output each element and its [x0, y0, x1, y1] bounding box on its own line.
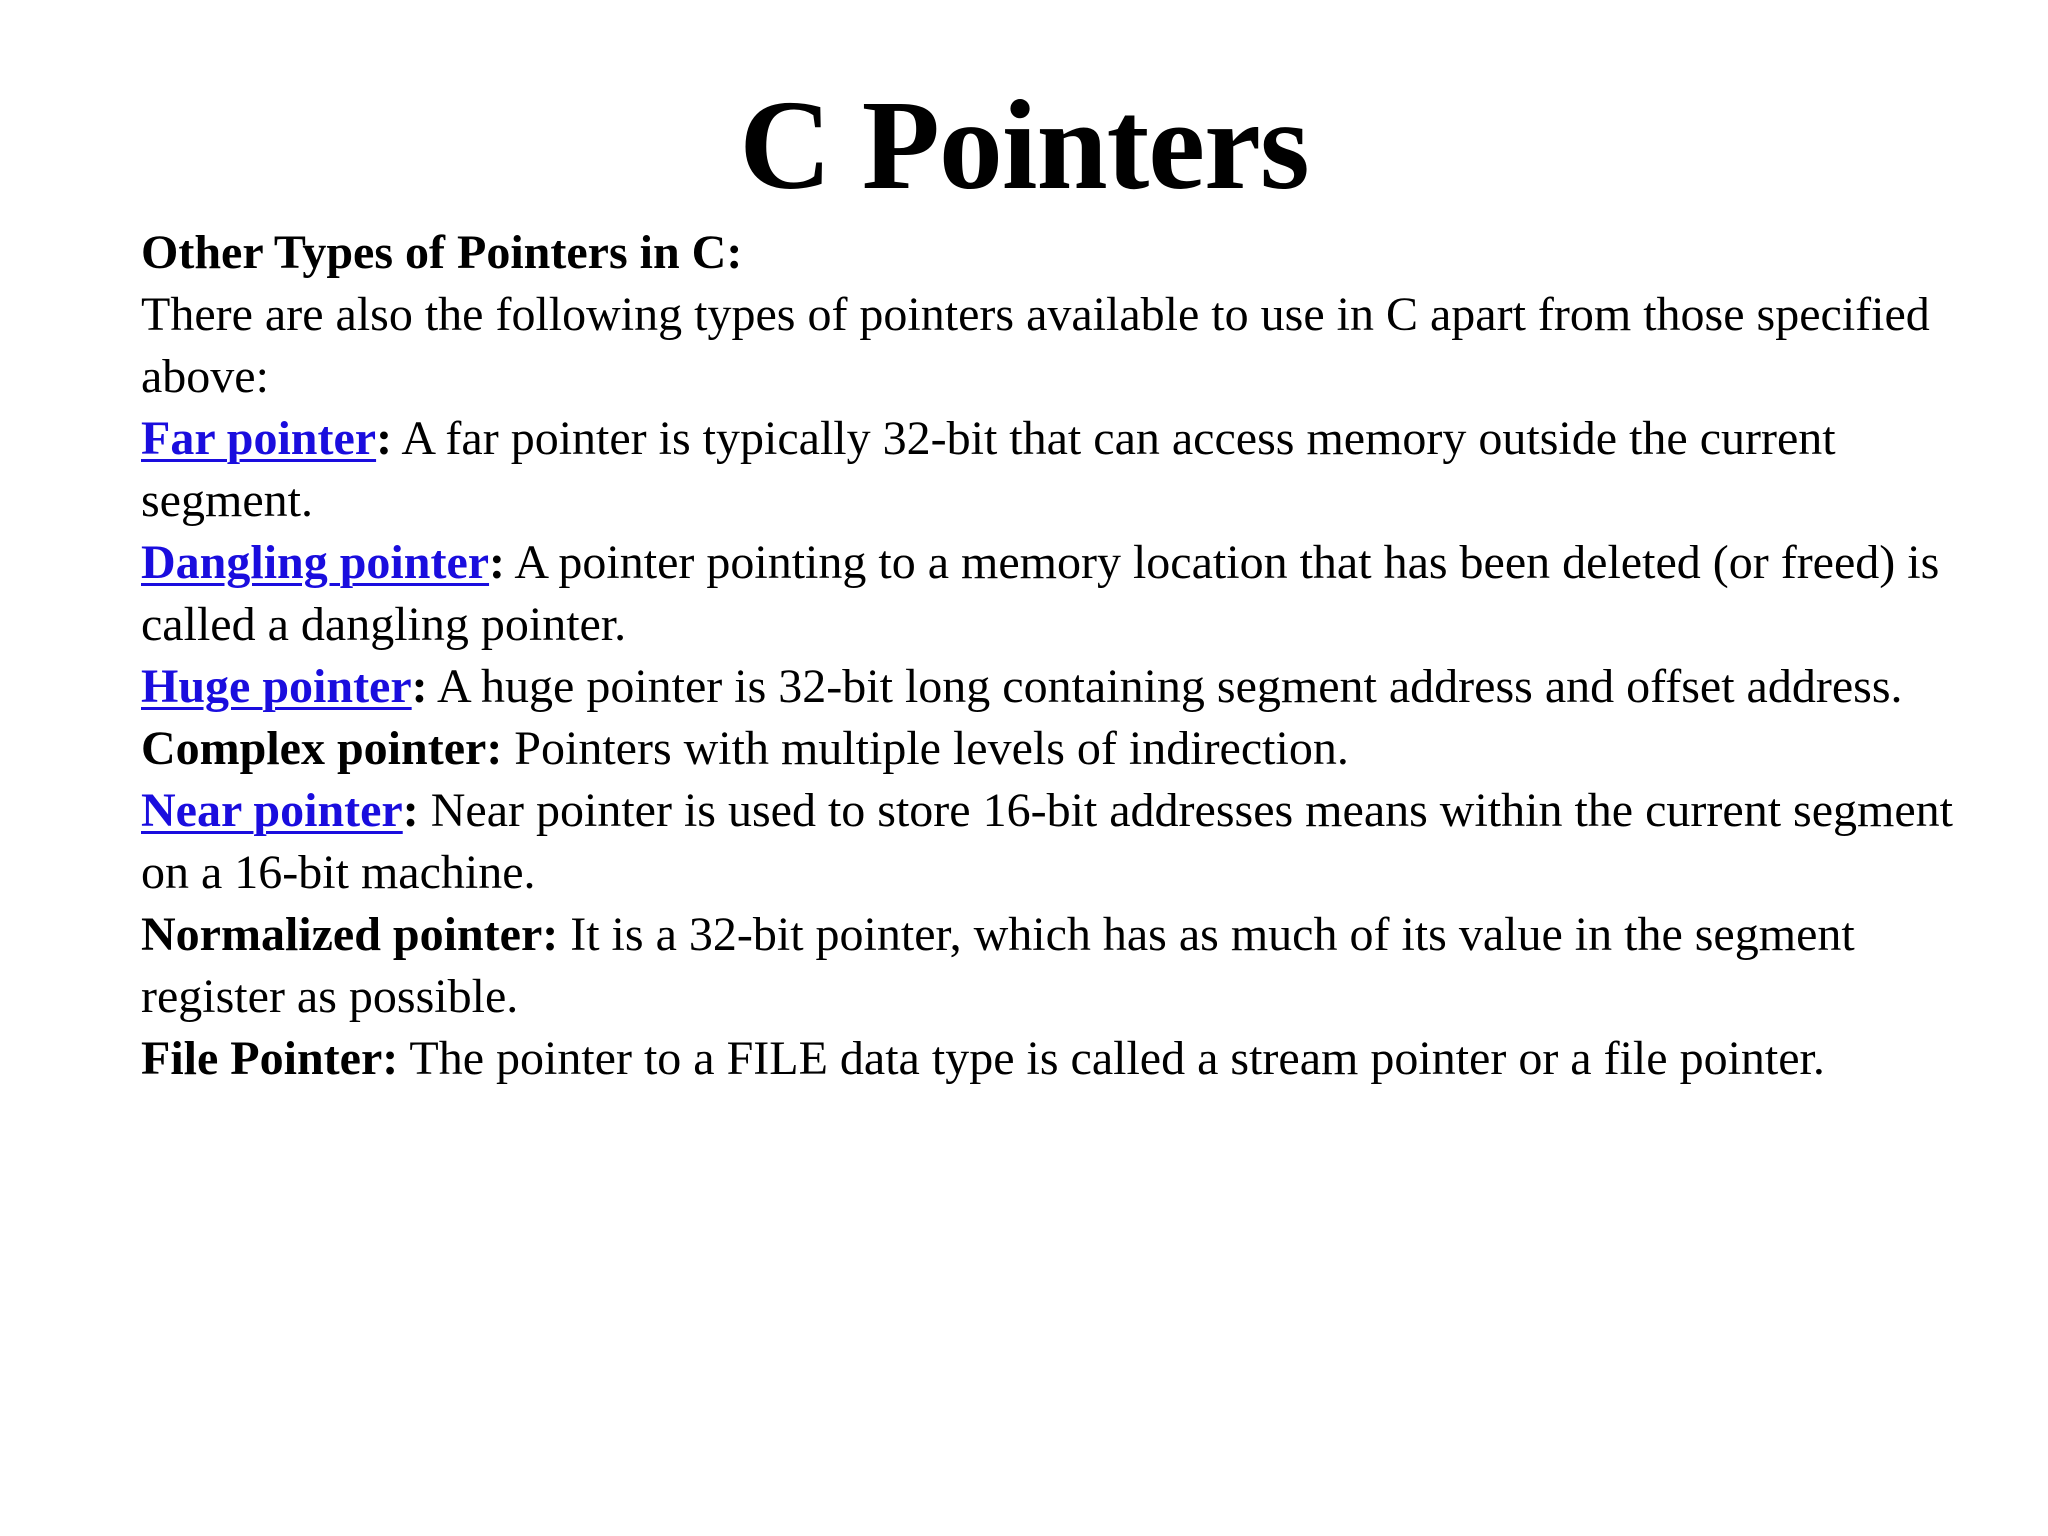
intro-paragraph: There are also the following types of pointers available to use in C apart from those specified above: [141, 288, 1930, 403]
near-pointer-link[interactable]: Near pointer [141, 784, 403, 837]
entry-description: A far pointer is typically 32-bit that can access memory outside the current segment. [141, 412, 1836, 527]
entry-far-pointer: Far pointer: A far pointer is typically 32-bit that can access memory outside the current segment. [141, 412, 1836, 527]
entry-near-pointer: Near pointer: Near pointer is used to store 16-bit addresses means within the current segment on a 16-bit machine. [141, 784, 1953, 899]
normalized-pointer-term: Normalized pointer [141, 908, 543, 961]
section-heading: Other Types of Pointers in C: [141, 226, 743, 279]
entry-description: A huge pointer is 32-bit long containing segment address and offset address. [427, 660, 1903, 713]
entry-description: Pointers with multiple levels of indirection. [502, 722, 1349, 775]
entry-description: A pointer pointing to a memory location that has been deleted (or freed) is called a dangling pointer. [141, 536, 1940, 651]
entry-huge-pointer: Huge pointer: A huge pointer is 32-bit long containing segment address and offset address. [141, 660, 1903, 713]
slide-body [141, 222, 2001, 1090]
dangling-pointer-link[interactable]: Dangling pointer [141, 536, 490, 589]
huge-pointer-link[interactable]: Huge pointer [141, 660, 412, 713]
entry-dangling-pointer: Dangling pointer: A pointer pointing to a memory location that has been deleted (or freed) is called a dangling pointer. [141, 536, 1940, 651]
entry-description: It is a 32-bit pointer, which has as much of its value in the segment register as possible. [141, 908, 1855, 1023]
entry-description: The pointer to a FILE data type is called a stream pointer or a file pointer. [398, 1032, 1825, 1085]
slide-title: C Pointers [739, 74, 1309, 216]
file-pointer-term: File Pointer [141, 1032, 383, 1085]
complex-pointer-term: Complex pointer [141, 722, 487, 775]
entry-description: Near pointer is used to store 16-bit addresses means within the current segment on a 16-bit machine. [141, 784, 1953, 899]
far-pointer-link[interactable]: Far pointer [141, 412, 377, 465]
entry-file-pointer: File Pointer: The pointer to a FILE data type is called a stream pointer or a file pointer. [141, 1032, 1825, 1085]
entry-normalized-pointer: Normalized pointer: It is a 32-bit pointer, which has as much of its value in the segment register as possible. [141, 908, 1855, 1023]
entry-complex-pointer: Complex pointer: Pointers with multiple levels of indirection. [141, 722, 1349, 775]
